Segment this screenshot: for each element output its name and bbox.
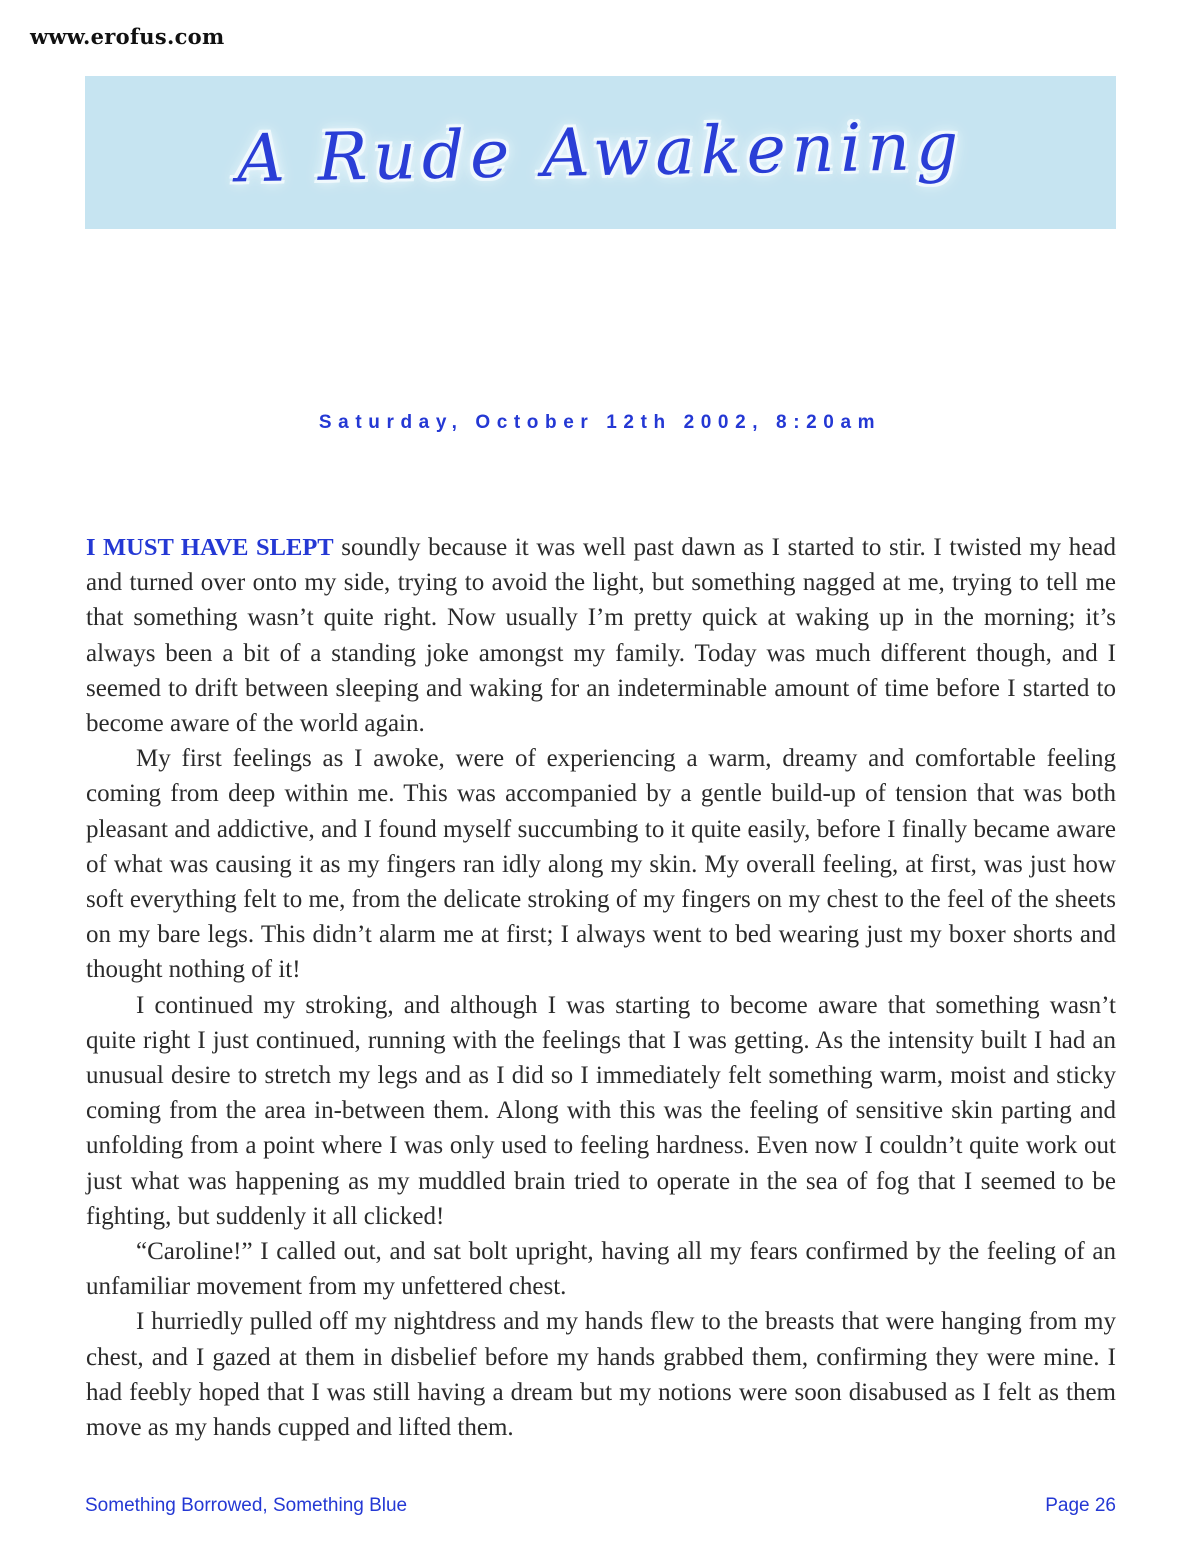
watermark: www.erofus.com: [30, 24, 225, 49]
lead-in: I MUST HAVE SLEPT: [86, 534, 334, 561]
story-body: [86, 530, 1116, 1445]
chapter-title: A Rude Awakening: [236, 107, 965, 198]
chapter-dateline: Saturday, October 12th 2002, 8:20am: [318, 412, 882, 433]
paragraph: My first feelings as I awoke, were of experiencing a warm, dreamy and comfortable feeling coming from deep within me. This was accompanied by a gentle build-up of tension that was both pleasant and addictive, and I found myself succumbing to it quite easily, before I finally became aware of what was causing it as my fingers ran idly along my skin. My overall feeling, at first, was just how soft everything felt to me, from the delicate stroking of my fingers on my chest to the feel of the sheets on my bare legs. This didn’t alarm me at first; I always went to bed wearing just my boxer shorts and thought nothing of it!: [86, 745, 1116, 984]
paragraph: I hurriedly pulled off my nightdress and my hands flew to the breasts that were hanging from my chest, and I gazed at them in disbelief before my hands grabbed them, confirming they were mine. I had feebly hoped that I was still having a dream but my notions were soon disabused as I felt as them move as my hands cupped and lifted them.: [86, 1308, 1116, 1442]
chapter-title-banner: [85, 76, 1116, 229]
paragraph: [86, 530, 1116, 741]
paragraph-text: soundly because it was well past dawn as I started to stir. I twisted my head and turned over onto my side, trying to avoid the light, but something nagged at me, trying to tell me that something wasn’t quite right. Now usually I’m pretty quick at waking up in the morning; it’s always been a bit of a standing joke amongst my family. Today was much different though, and I seemed to drift between sleeping and waking for an indeterminable amount of time before I started to become aware of the world again.: [86, 534, 1116, 738]
paragraph: “Caroline!” I called out, and sat bolt upright, having all my fears confirmed by the feeling of an unfamiliar movement from my unfettered chest.: [86, 1238, 1116, 1301]
paragraph: I continued my stroking, and although I was starting to become aware that something wasn’t quite right I just continued, running with the feelings that I was getting. As the intensity built I had an unusual desire to stretch my legs and as I did so I immediately felt something warm, moist and sticky coming from the area in-between them. Along with this was the feeling of sensitive skin parting and unfolding from a point where I was only used to feeling hardness. Even now I couldn’t quite work out just what was happening as my muddled brain tried to operate in the sea of fog that I seemed to be fighting, but suddenly it all clicked!: [86, 991, 1116, 1230]
page-number: Page 26: [1045, 1495, 1116, 1516]
book-title: Something Borrowed, Something Blue: [85, 1495, 408, 1516]
